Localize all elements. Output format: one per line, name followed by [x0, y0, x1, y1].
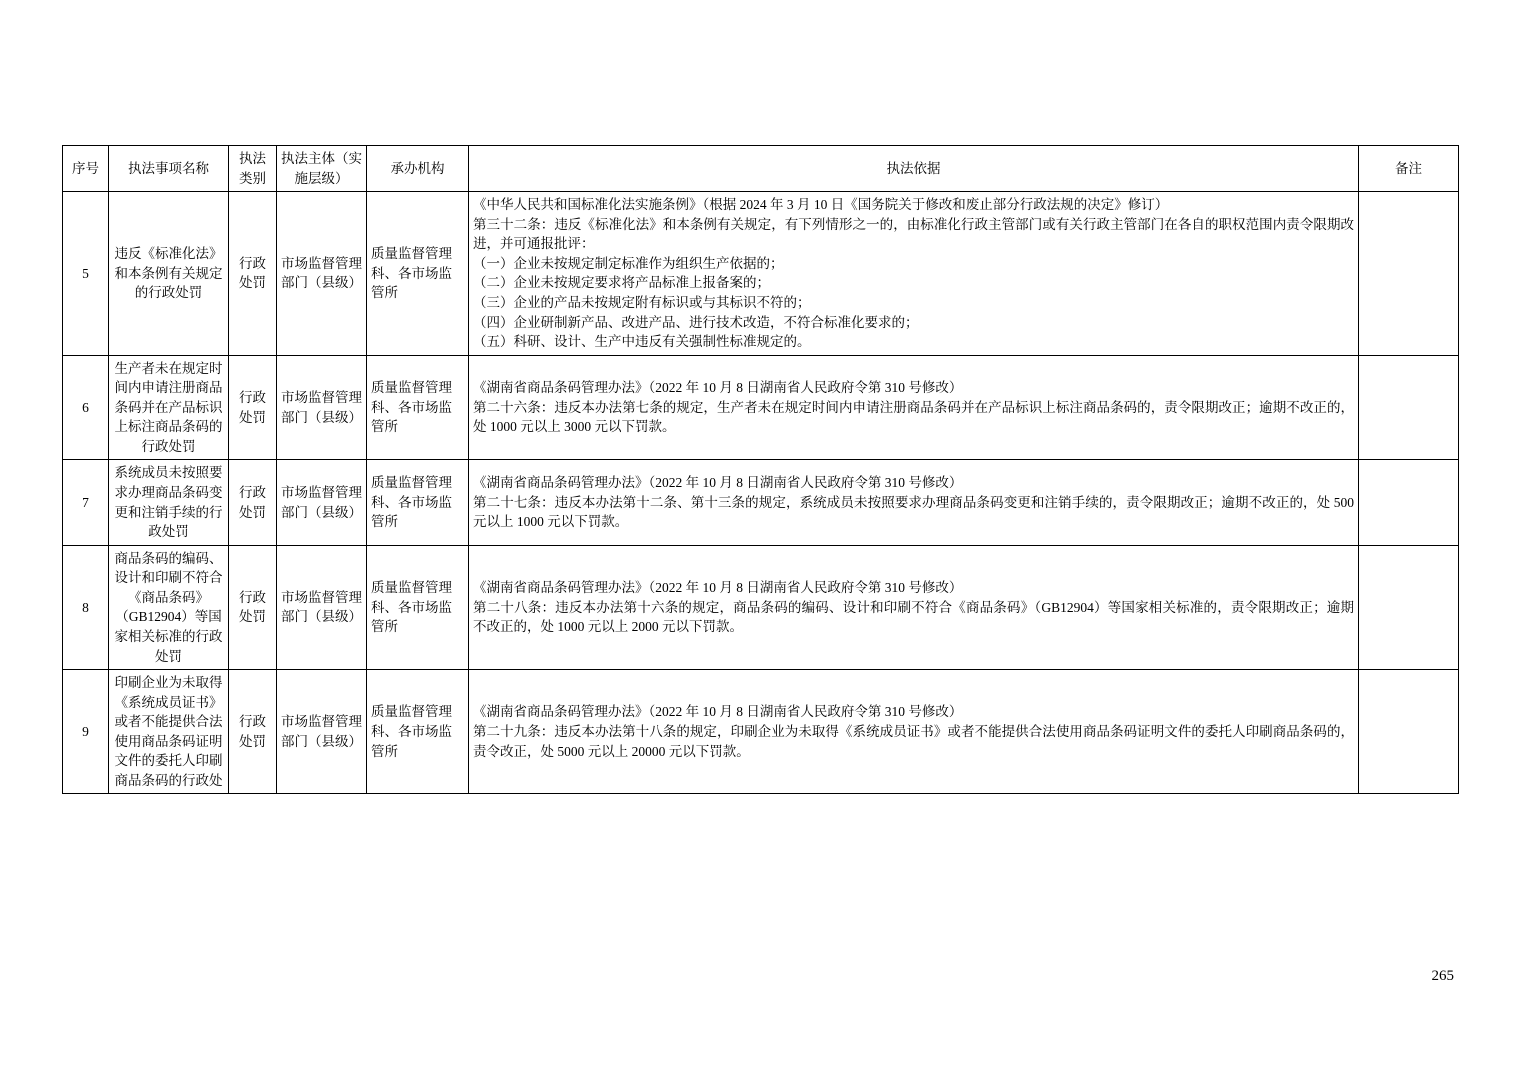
legal-basis-line: （三）企业的产品未按规定附有标识或与其标识不符的； — [473, 294, 811, 310]
legal-basis-line: 第三十二条：违反《标准化法》和本条例有关规定，有下列情形之一的，由标准化行政主管部门或有关行政主管部门在各自的职权范围内责令限期改进，并可通报批评： — [473, 216, 1354, 252]
cell-legal-basis — [469, 460, 1359, 545]
cell-seq: 9 — [63, 670, 109, 794]
column-header-category: 执法类别 — [229, 146, 277, 192]
cell-remark — [1359, 355, 1459, 460]
cell-remark — [1359, 460, 1459, 545]
enforcement-items-table — [62, 145, 1459, 794]
cell-category: 行政处罚 — [229, 460, 277, 545]
column-header-item-name: 执法事项名称 — [109, 146, 229, 192]
cell-category: 行政处罚 — [229, 670, 277, 794]
cell-legal-basis — [469, 670, 1359, 794]
cell-category: 行政处罚 — [229, 545, 277, 669]
column-header-remark: 备注 — [1359, 146, 1459, 192]
legal-basis-line: 第二十八条：违反本办法第十六条的规定，商品条码的编码、设计和印刷不符合《商品条码》（GB12904）等国家相关标准的，责令限期改正；逾期不改正的，处 1000 元以上 2000 元以下罚款。 — [473, 599, 1354, 635]
column-header-subject: 执法主体（实施层级） — [277, 146, 367, 192]
legal-basis-line: 《湖南省商品条码管理办法》（2022 年 10 月 8 日湖南省人民政府令第 310 号修改） — [473, 475, 963, 491]
page-number: 265 — [1431, 968, 1454, 984]
cell-item-name: 生产者未在规定时间内申请注册商品条码并在产品标识上标注商品条码的行政处罚 — [109, 355, 229, 460]
legal-basis-line: 第二十七条：违反本办法第十二条、第十三条的规定，系统成员未按照要求办理商品条码变更和注销手续的，责令限期改正；逾期不改正的，处 500 元以上 1000 元以下罚款。 — [473, 494, 1354, 530]
cell-subject: 市场监督管理部门（县级） — [277, 460, 367, 545]
cell-category: 行政处罚 — [229, 192, 277, 356]
cell-seq: 5 — [63, 192, 109, 356]
cell-subject: 市场监督管理部门（县级） — [277, 355, 367, 460]
cell-remark — [1359, 545, 1459, 669]
table-row — [63, 545, 1459, 669]
cell-seq: 6 — [63, 355, 109, 460]
cell-organization: 质量监督管理科、各市场监管所 — [367, 545, 469, 669]
legal-basis-line: 第二十六条：违反本办法第七条的规定，生产者未在规定时间内申请注册商品条码并在产品标识上标注商品条码的，责令限期改正；逾期不改正的，处 1000 元以上 3000 元以下罚款。 — [473, 399, 1354, 435]
table-row — [63, 670, 1459, 794]
cell-seq: 7 — [63, 460, 109, 545]
table-row — [63, 192, 1459, 356]
cell-subject: 市场监督管理部门（县级） — [277, 192, 367, 356]
cell-item-name: 系统成员未按照要求办理商品条码变更和注销手续的行政处罚 — [109, 460, 229, 545]
legal-basis-line: （四）企业研制新产品、改进产品、进行技术改造，不符合标准化要求的； — [473, 314, 919, 330]
cell-legal-basis — [469, 355, 1359, 460]
column-header-legal-basis: 执法依据 — [469, 146, 1359, 192]
enforcement-items-table-wrapper — [62, 145, 1458, 794]
cell-organization: 质量监督管理科、各市场监管所 — [367, 355, 469, 460]
column-header-seq: 序号 — [63, 146, 109, 192]
legal-basis-line: （二）企业未按规定要求将产品标准上报备案的； — [473, 275, 770, 291]
table-row — [63, 355, 1459, 460]
legal-basis-line: 《中华人民共和国标准化法实施条例》（根据 2024 年 3 月 10 日《国务院关于修改和废止部分行政法规的决定》修订） — [473, 197, 1169, 213]
cell-item-name: 违反《标准化法》和本条例有关规定的行政处罚 — [109, 192, 229, 356]
cell-item-name: 印刷企业为未取得《系统成员证书》或者不能提供合法使用商品条码证明文件的委托人印刷商品条码的行政处 — [109, 670, 229, 794]
table-header — [63, 146, 1459, 192]
cell-remark — [1359, 192, 1459, 356]
table-header-row — [63, 146, 1459, 192]
column-header-organization: 承办机构 — [367, 146, 469, 192]
cell-item-name: 商品条码的编码、设计和印刷不符合《商品条码》（GB12904）等国家相关标准的行政处罚 — [109, 545, 229, 669]
legal-basis-line: 《湖南省商品条码管理办法》（2022 年 10 月 8 日湖南省人民政府令第 310 号修改） — [473, 580, 963, 596]
cell-remark — [1359, 670, 1459, 794]
cell-legal-basis — [469, 192, 1359, 356]
legal-basis-line: （一）企业未按规定制定标准作为组织生产依据的； — [473, 255, 784, 271]
cell-legal-basis — [469, 545, 1359, 669]
cell-organization: 质量监督管理科、各市场监管所 — [367, 192, 469, 356]
cell-subject: 市场监督管理部门（县级） — [277, 670, 367, 794]
cell-organization: 质量监督管理科、各市场监管所 — [367, 670, 469, 794]
legal-basis-line: 《湖南省商品条码管理办法》（2022 年 10 月 8 日湖南省人民政府令第 310 号修改） — [473, 380, 963, 396]
cell-seq: 8 — [63, 545, 109, 669]
table-row — [63, 460, 1459, 545]
table-body — [63, 192, 1459, 794]
cell-category: 行政处罚 — [229, 355, 277, 460]
cell-organization: 质量监督管理科、各市场监管所 — [367, 460, 469, 545]
legal-basis-line: 《湖南省商品条码管理办法》（2022 年 10 月 8 日湖南省人民政府令第 310 号修改） — [473, 704, 963, 720]
legal-basis-line: 第二十九条：违反本办法第十八条的规定，印刷企业为未取得《系统成员证书》或者不能提供合法使用商品条码证明文件的委托人印刷商品条码的，责令改正，处 5000 元以上 20000 元以下罚款。 — [473, 723, 1354, 759]
cell-subject: 市场监督管理部门（县级） — [277, 545, 367, 669]
legal-basis-line: （五）科研、设计、生产中违反有关强制性标准规定的。 — [473, 334, 811, 350]
